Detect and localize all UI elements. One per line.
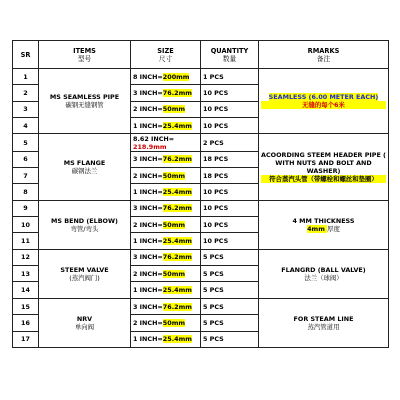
size-mm: 50mm — [162, 269, 186, 278]
size-cell — [131, 85, 201, 101]
quantity-cell: 5 PCS — [201, 298, 259, 314]
quantity-cell: 5 PCS — [201, 249, 259, 265]
size-cell — [131, 118, 201, 134]
size-inch: 8.62 INCH= — [133, 134, 175, 143]
header-quantity-cn: 数量 — [222, 54, 237, 63]
size-inch: 2 INCH= — [133, 220, 163, 229]
item-name-cn: 碳钢法兰 — [71, 167, 98, 176]
size-inch: 3 INCH= — [133, 302, 163, 311]
sr-cell: 11 — [13, 233, 39, 249]
table-row — [13, 200, 389, 216]
quantity-cell: 5 PCS — [201, 282, 259, 298]
header-items-cn: 型号 — [77, 54, 92, 63]
size-mm: 76.2mm — [162, 89, 192, 98]
sr-cell: 15 — [13, 298, 39, 314]
table-row — [13, 298, 389, 314]
size-cell — [131, 217, 201, 233]
remark-thickness: 4mm — [307, 224, 328, 233]
quantity-cell: 10 PCS — [201, 200, 259, 216]
remark-text-cn: 符合蒸汽头管（带螺栓和螺丝和垫圈） — [261, 175, 386, 183]
size-inch: 3 INCH= — [133, 204, 163, 213]
remark-text-cn: 法兰（球阀） — [304, 273, 343, 282]
header-remarks — [259, 41, 389, 69]
item-spec-table — [12, 40, 389, 348]
remark-text: SEAMLESS (6.00 METER EACH) — [268, 93, 379, 102]
remarks-cell — [259, 69, 389, 134]
header-remarks-cn: 备注 — [316, 54, 331, 63]
size-mm: 76.2mm — [162, 302, 192, 311]
size-inch: 1 INCH= — [133, 237, 163, 246]
size-cell — [131, 266, 201, 282]
size-mm: 200mm — [162, 72, 190, 81]
size-inch: 1 INCH= — [133, 335, 163, 344]
sr-cell: 17 — [13, 331, 39, 347]
sr-cell: 13 — [13, 266, 39, 282]
size-mm: 76.2mm — [162, 253, 192, 262]
sr-cell: 10 — [13, 217, 39, 233]
header-sr: SR — [13, 41, 39, 69]
size-cell — [131, 233, 201, 249]
sr-cell: 7 — [13, 168, 39, 184]
item-name: NRV — [76, 314, 93, 323]
sr-cell: 6 — [13, 151, 39, 167]
sr-cell: 2 — [13, 85, 39, 101]
remark-text: ACOORDING STEEM HEADER PIPE ( WITH NUTS AND BOLT AND WASHER) — [261, 151, 386, 176]
header-quantity-label: QUANTITY — [210, 46, 249, 55]
size-cell — [131, 101, 201, 117]
header-remarks-label: RMARKS — [307, 46, 340, 55]
remarks-cell — [259, 200, 389, 249]
size-inch: 1 INCH= — [133, 121, 163, 130]
item-name: MS BEND (ELBOW) — [51, 216, 118, 225]
item-cell — [39, 134, 131, 200]
quantity-cell: 5 PCS — [201, 315, 259, 331]
header-items — [39, 41, 131, 69]
sr-cell: 5 — [13, 134, 39, 151]
quantity-cell: 18 PCS — [201, 151, 259, 167]
size-mm: 25.4mm — [162, 237, 192, 246]
sr-cell: 1 — [13, 69, 39, 85]
quantity-cell: 10 PCS — [201, 85, 259, 101]
header-quantity — [201, 41, 259, 69]
quantity-cell: 5 PCS — [201, 331, 259, 347]
sr-cell: 12 — [13, 249, 39, 265]
size-cell — [131, 298, 201, 314]
remark-text: FLANGRD (BALL VALVE) — [281, 265, 366, 274]
remarks-cell — [259, 134, 389, 200]
size-inch: 2 INCH= — [133, 171, 163, 180]
header-row — [13, 41, 389, 69]
size-mm: 50mm — [162, 105, 186, 114]
size-cell — [131, 315, 201, 331]
remark-text: 4 MM THICKNESS — [292, 216, 355, 225]
size-inch: 2 INCH= — [133, 105, 163, 114]
size-inch: 3 INCH= — [133, 155, 163, 164]
size-mm: 76.2mm — [162, 155, 192, 164]
quantity-cell: 10 PCS — [201, 184, 259, 200]
size-cell — [131, 200, 201, 216]
quantity-cell: 1 PCS — [201, 69, 259, 85]
sr-cell: 4 — [13, 118, 39, 134]
size-inch: 3 INCH= — [133, 89, 163, 98]
size-mm: 218.9mm — [133, 142, 167, 151]
quantity-cell: 18 PCS — [201, 168, 259, 184]
size-mm: 50mm — [162, 220, 186, 229]
table-row — [13, 69, 389, 85]
quantity-cell: 2 PCS — [201, 134, 259, 151]
quantity-cell: 5 PCS — [201, 266, 259, 282]
item-name-cn: 单向阀 — [74, 322, 95, 331]
size-mm: 25.4mm — [162, 121, 192, 130]
size-cell — [131, 249, 201, 265]
size-cell — [131, 331, 201, 347]
remark-text-cn: 无缝的每个6米 — [261, 101, 386, 109]
table-row — [13, 134, 389, 151]
header-size-label: SIZE — [157, 46, 174, 55]
sr-cell: 3 — [13, 101, 39, 117]
header-items-label: ITEMS — [73, 46, 96, 55]
size-inch: 3 INCH= — [133, 253, 163, 262]
table-body — [13, 69, 389, 348]
sr-cell: 8 — [13, 184, 39, 200]
size-mm: 50mm — [162, 171, 186, 180]
size-cell — [131, 282, 201, 298]
item-name-cn: 弯管/弯头 — [70, 224, 99, 233]
sr-cell: 14 — [13, 282, 39, 298]
size-mm: 50mm — [162, 318, 186, 327]
item-cell — [39, 298, 131, 347]
item-name: MS SEAMLESS PIPE — [49, 93, 120, 102]
size-cell — [131, 69, 201, 85]
quantity-cell: 10 PCS — [201, 233, 259, 249]
quantity-cell: 10 PCS — [201, 101, 259, 117]
sr-cell: 16 — [13, 315, 39, 331]
size-mm: 76.2mm — [162, 204, 192, 213]
size-cell — [131, 151, 201, 167]
size-mm: 25.4mm — [162, 335, 192, 344]
table-row — [13, 249, 389, 265]
sr-cell: 9 — [13, 200, 39, 216]
size-inch: 8 INCH= — [133, 72, 163, 81]
size-cell — [131, 168, 201, 184]
remarks-cell — [259, 298, 389, 347]
size-inch: 1 INCH= — [133, 188, 163, 197]
quantity-cell: 10 PCS — [201, 118, 259, 134]
item-name-cn: 碳钢无缝钢管 — [65, 101, 104, 110]
size-mm: 25.4mm — [162, 286, 192, 295]
item-name-cn: (蒸汽阀门) — [69, 273, 100, 282]
item-name: STEEM VALVE — [60, 265, 109, 274]
remark-text-cn: 4mm 厚度 — [307, 224, 340, 233]
item-cell — [39, 69, 131, 134]
size-cell — [131, 134, 201, 151]
item-cell — [39, 249, 131, 298]
header-size-cn: 尺寸 — [158, 54, 173, 63]
remarks-cell — [259, 249, 389, 298]
remark-text-cn: 蒸汽管道用 — [307, 322, 340, 331]
header-size — [131, 41, 201, 69]
item-name: MS FLANGE — [63, 159, 106, 168]
size-inch: 2 INCH= — [133, 269, 163, 278]
size-inch: 1 INCH= — [133, 286, 163, 295]
size-mm: 25.4mm — [162, 188, 192, 197]
size-cell — [131, 184, 201, 200]
item-cell — [39, 200, 131, 249]
size-inch: 2 INCH= — [133, 318, 163, 327]
remark-text: FOR STEAM LINE — [293, 314, 354, 323]
quantity-cell: 10 PCS — [201, 217, 259, 233]
